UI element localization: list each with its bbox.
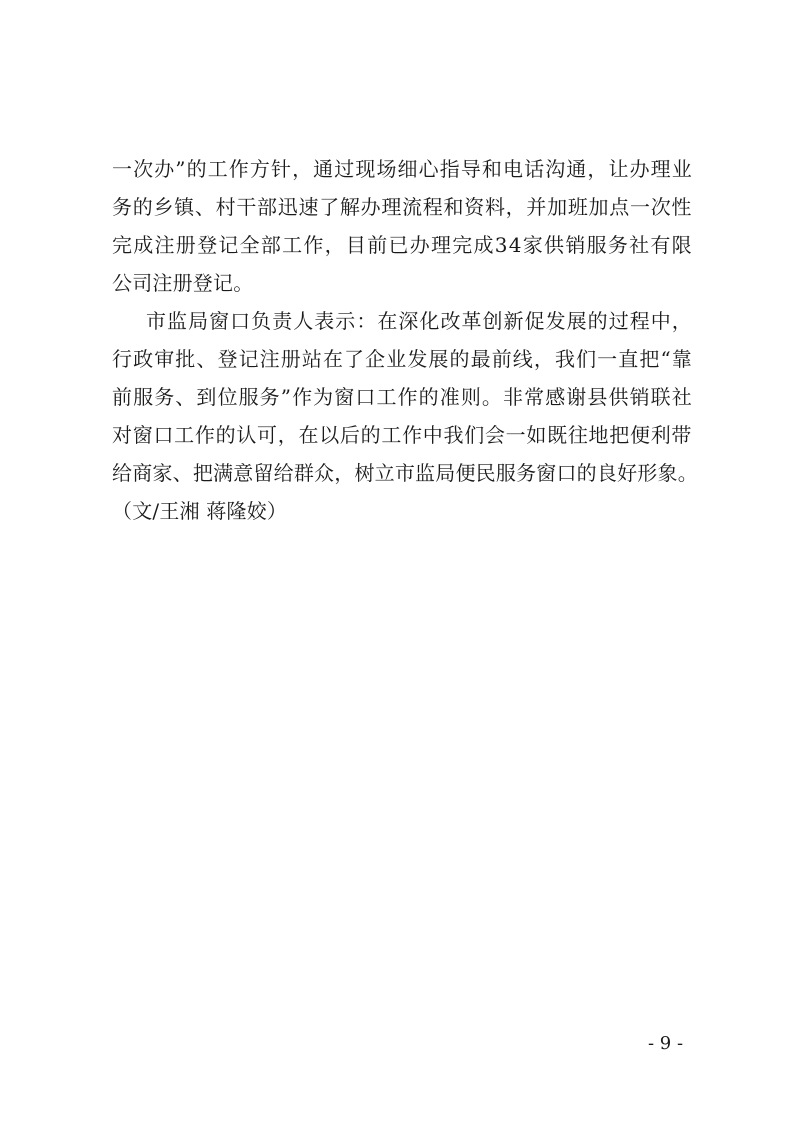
paragraph-1-line-1: 一 次 办 ” 的 工 作 方 针 ， 通 过 现 场 细 心 指 导 和 电 话 沟 通 ， 让 办 理 业 [112, 157, 692, 181]
paragraph-2-line-1: 市 监 局 窗 口 负 责 人 表 示 ： 在 深 化 改 革 创 新 促 发 展 的 过 程 中 ， [146, 309, 692, 333]
paragraph-1-line-4: 公司注册登记。 [112, 271, 254, 295]
author-credit: （文/王湘 蒋隆姣） [112, 499, 288, 523]
paragraph-2-line-2: 行 政 审 批 、 登 记 注 册 站 在 了 企 业 发 展 的 最 前 线 ， 我 们 一 直 把 “ 靠 [112, 347, 692, 371]
paragraph-2-line-3: 前 服 务 、 到 位 服 务 ” 作 为 窗 口 工 作 的 准 则 。 非 常 感 谢 县 供 销 联 社 [112, 385, 692, 409]
paragraph-1-line-3: 完 成 注 册 登 记 全 部 工 作 ， 目 前 已 办 理 完 成 3 4 家 供 销 服 务 社 有 限 [112, 233, 692, 257]
paragraph-1-line-2: 务 的 乡 镇 、 村 干 部 迅 速 了 解 办 理 流 程 和 资 料 ， 并 加 班 加 点 一 次 性 [112, 195, 692, 219]
article-body [112, 150, 698, 530]
paragraph-2-line-5: 给 商 家 、 把 满 意 留 给 群 众 ， 树 立 市 监 局 便 民 服 务 窗 口 的 良 好 形 象 。 [112, 461, 698, 485]
paragraph-2-line-4: 对 窗 口 工 作 的 认 可 ， 在 以 后 的 工 作 中 我 们 会 一 如 既 往 地 把 便 利 带 [112, 423, 692, 447]
page-number: - 9 - [648, 1033, 684, 1054]
